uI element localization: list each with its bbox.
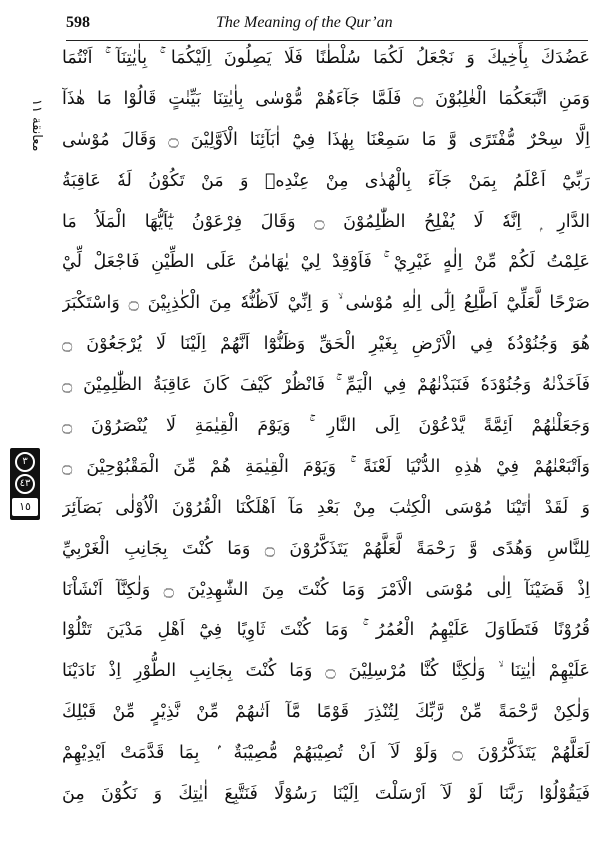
page-number: 598 xyxy=(66,14,90,31)
text-line: فَاَخَذْنٰهُ وَجُنُوْدَهٗ فَنَبَذْنٰهُمْ فِي الْيَمِّ ۚ فَانْظُرْ كَيْفَ كَانَ عَاقِبَةُ الظّٰلِمِيْنَ ۝ xyxy=(62,375,590,396)
marker-bottom: ١٥ xyxy=(12,498,38,516)
running-title: The Meaning of the Qur’an xyxy=(216,14,393,31)
ruku-side-note: معانقة ۱۱ xyxy=(29,98,44,152)
text-line: رَبِّيْٓ اَعْلَمُ بِمَنْ جَآءَ بِالْهُدٰى مِنْ عِنْدِهٖ وَ مَنْ تَكُوْنُ لَهٗ عَاقِبَةُ xyxy=(62,170,590,191)
text-line: وَلٰكِنْ رَّحْمَةً مِّنْ رَّبِّكَ لِتُنْذِرَ قَوْمًا مَّآ اَتٰىهُمْ مِّنْ نَّذِيْرٍ مِّنْ قَبْلِكَ xyxy=(62,702,590,723)
text-line: اِلَّا سِحْرٌ مُّفْتَرًى وَّ مَا سَمِعْنَا بِهٰذَا فِيْٓ اٰبَآئِنَا الْاَوَّلِيْنَ ۝ وَقَالَ مُوْسٰى xyxy=(62,129,590,150)
text-line: لِلنَّاسِ وَهُدًى وَّ رَحْمَةً لَّعَلَّهُمْ يَتَذَكَّرُوْنَ ۝ وَمَا كُنْتَ بِجَانِبِ الْغَرْبِيِّ xyxy=(62,538,590,559)
text-line: فَيَقُوْلُوْا رَبَّنَا لَوْ لَآ اَرْسَلْتَ اِلَيْنَا رَسُوْلًا فَنَتَّبِعَ اٰيٰتِكَ وَ نَكُوْنَ مِنَ xyxy=(62,784,590,805)
text-line: لَعَلَّهُمْ يَتَذَكَّرُوْنَ ۝ وَلَوْ لَآ اَنْ تُصِيْبَهُمْ مُّصِيْبَةٌ ۢ بِمَا قَدَّمَتْ اَيْدِيْهِمْ xyxy=(62,743,590,764)
text-line: وَ لَقَدْ اٰتَيْنَا مُوْسَى الْكِتٰبَ مِنْ بَعْدِ مَآ اَهْلَكْنَا الْقُرُوْنَ الْاُوْلٰى بَصَآئِرَ xyxy=(62,497,590,518)
text-line: وَاَتْبَعْنٰهُمْ فِيْ هٰذِهِ الدُّنْيَا لَعْنَةً ۚ وَيَوْمَ الْقِيٰمَةِ هُمْ مِّنَ الْمَقْبُوْحِيْنَ ۝ xyxy=(62,456,590,477)
marker-top-icon: ٣ xyxy=(15,452,35,472)
marker-middle-icon: ٤٣ xyxy=(15,474,35,494)
verse-markers xyxy=(10,448,40,520)
text-line: عَلِمْتُ لَكُمْ مِّنْ اِلٰهٍ غَيْرِيْ ۚ فَاَوْقِدْ لِيْ يٰهَامٰنُ عَلَى الطِّيْنِ فَاجْعَلْ لِّيْ xyxy=(62,252,590,273)
arabic-text-block xyxy=(62,38,590,815)
text-line: وَمَنِ اتَّبَعَكُمَا الْغٰلِبُوْنَ ۝ فَلَمَّا جَآءَهُمْ مُّوْسٰى بِاٰيٰتِنَا بَيِّنٰتٍ قَالُوْا مَا هٰذَآ xyxy=(62,88,590,109)
text-line: صَرْحًا لَّعَلِّيْٓ اَطَّلِعُ اِلٰٓى اِلٰهِ مُوْسٰى ۙ وَ اِنِّيْ لَاَظُنُّهٗ مِنَ الْكٰذِبِيْنَ ۝ وَاسْتَكْبَرَ xyxy=(62,293,590,314)
text-line: عَلَيْهِمْ اٰيٰتِنَا ۙ وَلٰكِنَّا كُنَّا مُرْسِلِيْنَ ۝ وَمَا كُنْتَ بِجَانِبِ الطُّوْرِ اِذْ نَادَيْنَا xyxy=(62,661,590,682)
text-line: وَجَعَلْنٰهُمْ اَئِمَّةً يَّدْعُوْنَ اِلَى النَّارِ ۚ وَيَوْمَ الْقِيٰمَةِ لَا يُنْصَرُوْنَ ۝ xyxy=(62,416,590,437)
text-line: هُوَ وَجُنُوْدُهٗ فِي الْاَرْضِ بِغَيْرِ الْحَقِّ وَظَنُّوْٓا اَنَّهُمْ اِلَيْنَا لَا يُرْجَعُوْنَ ۝ xyxy=(62,334,590,355)
text-line: عَضُدَكَ بِأَخِيكَ وَ نَجْعَلُ لَكُمَا سُلْطٰنًا فَلَا يَصِلُونَ اِلَيْكُمَا ۚ بِاٰيٰتِنَآ ۚ اَنْتُمَا xyxy=(62,48,590,68)
text-line: الدَّارِ ۭ اِنَّهٗ لَا يُفْلِحُ الظّٰلِمُوْنَ ۝ وَقَالَ فِرْعَوْنُ يٰٓاَيُّهَا الْمَلَاُ مَا xyxy=(62,211,590,232)
text-line: قُرُوْنًا فَتَطَاوَلَ عَلَيْهِمُ الْعُمُرُ ۚ وَمَا كُنْتَ ثَاوِيًا فِيْٓ اَهْلِ مَدْيَنَ تَتْلُوْا xyxy=(62,620,590,641)
page-header xyxy=(66,8,586,36)
text-line: اِذْ قَضَيْنَآ اِلٰى مُوْسَى الْاَمْرَ وَمَا كُنْتَ مِنَ الشّٰهِدِيْنَ ۝ وَلٰكِنَّآ اَنْشَاْنَا xyxy=(62,579,590,600)
